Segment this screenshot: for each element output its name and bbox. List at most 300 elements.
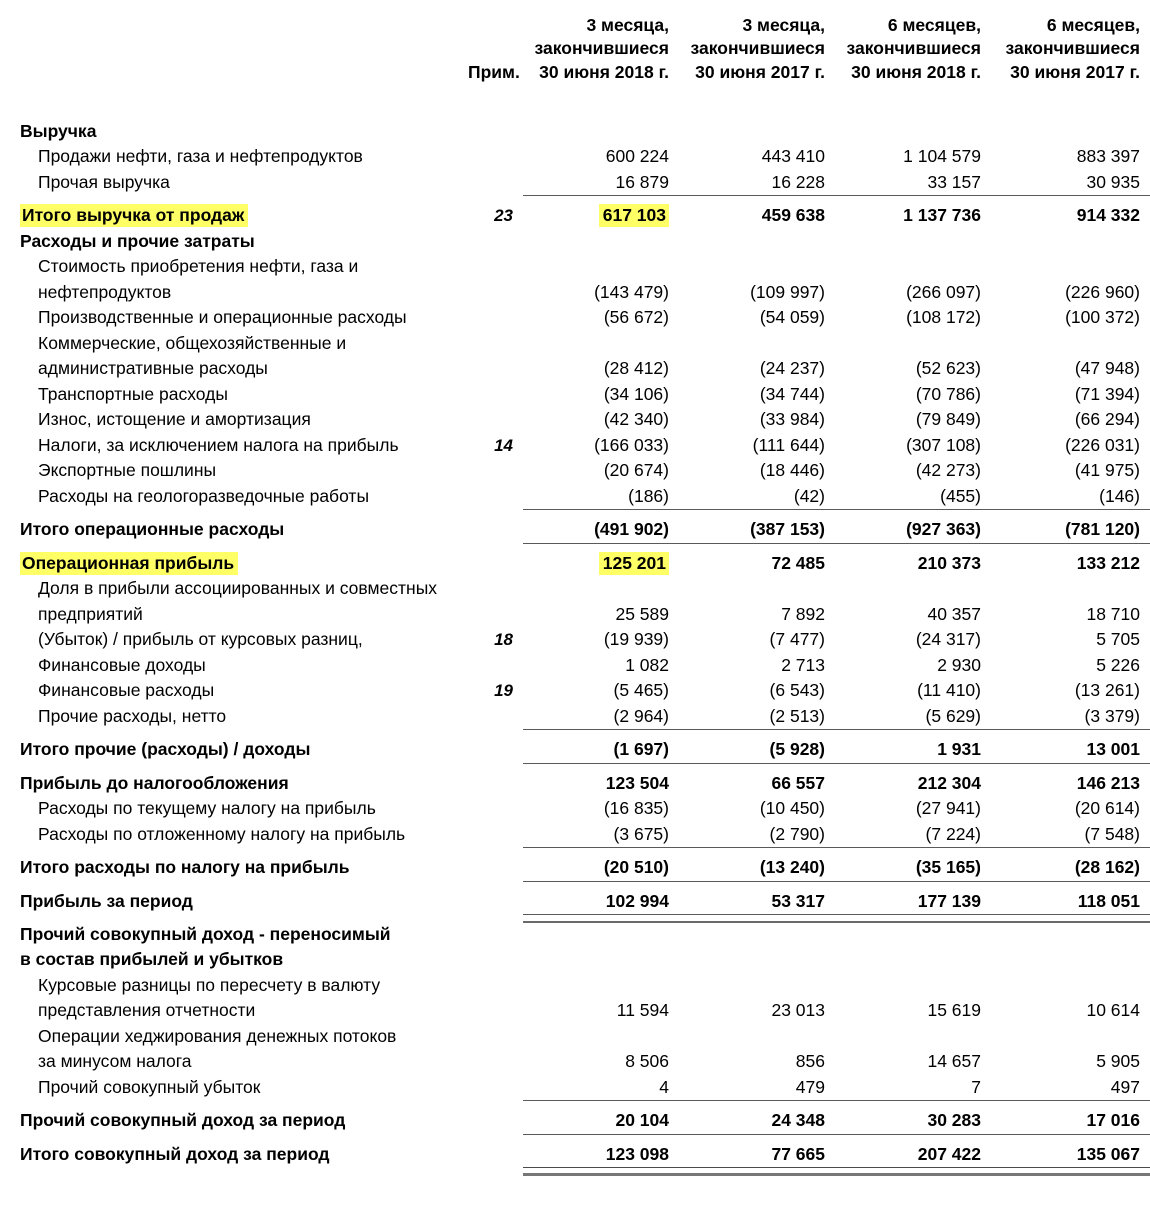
row-label: Транспортные расходы — [38, 383, 228, 404]
row-note — [468, 1049, 523, 1075]
row-note — [468, 922, 523, 948]
table-row — [0, 922, 1150, 948]
subtotal-rule — [0, 510, 1150, 518]
row-note — [468, 254, 523, 280]
row-note — [468, 356, 523, 382]
row-value-0: 123 504 — [605, 772, 669, 793]
subtotal-rule — [0, 1134, 1150, 1142]
row-label: Итого расходы по налогу на прибыль — [20, 857, 350, 878]
row-value-1: 72 485 — [771, 552, 825, 573]
row-value-0: 4 — [659, 1076, 669, 1097]
row-note: 14 — [494, 435, 513, 455]
row-value-0: (20 510) — [603, 857, 669, 878]
subtotal-rule — [0, 196, 1150, 204]
row-value-1: 53 317 — [771, 890, 825, 911]
row-value-1 — [679, 254, 835, 280]
row-note — [468, 484, 523, 510]
highlighted-value: 125 201 — [599, 552, 669, 575]
row-note — [468, 458, 523, 484]
row-value-0: (2 964) — [613, 705, 669, 726]
row-value-2: (307 108) — [906, 434, 981, 455]
table-row — [0, 998, 1150, 1024]
row-label: Прочий совокупный убыток — [38, 1076, 261, 1097]
row-label: Расходы на геологоразведочные работы — [38, 485, 370, 506]
row-value-0: (491 902) — [594, 519, 669, 540]
row-note — [468, 119, 523, 145]
row-label: представления отчетности — [38, 1000, 256, 1021]
header-col-2-line3: 30 июня 2018 г. — [851, 61, 981, 82]
header-col-2-line1: 6 месяцев, — [887, 15, 981, 35]
table-row — [0, 796, 1150, 822]
row-note: 23 — [494, 206, 513, 226]
row-value-1: 16 228 — [771, 171, 825, 192]
table-row — [0, 433, 1150, 459]
table-row — [0, 1049, 1150, 1075]
row-value-0: 8 506 — [625, 1051, 669, 1072]
row-value-0: (28 412) — [603, 358, 669, 379]
row-value-2 — [835, 947, 991, 973]
row-note — [468, 973, 523, 999]
row-value-2: 210 373 — [917, 552, 981, 573]
row-note — [468, 855, 523, 881]
row-value-2: (52 623) — [915, 358, 981, 379]
header-col-3-line3: 30 июня 2017 г. — [1010, 61, 1140, 82]
row-value-0: 25 589 — [615, 603, 669, 624]
row-value-3: (146) — [1099, 485, 1140, 506]
row-value-2: (24 317) — [915, 629, 981, 650]
table-row — [0, 331, 1150, 357]
row-value-1: (6 543) — [769, 680, 825, 701]
row-value-1 — [679, 119, 835, 145]
row-note — [468, 305, 523, 331]
row-value-2: (11 410) — [917, 680, 981, 701]
header-col-0 — [523, 14, 679, 85]
row-label: Итого прочие (расходы) / доходы — [20, 739, 311, 760]
row-value-0: (19 939) — [603, 629, 669, 650]
row-value-0: (1 697) — [613, 739, 669, 760]
row-value-0 — [523, 947, 679, 973]
row-value-2: (108 172) — [906, 307, 981, 328]
row-value-2: 212 304 — [917, 772, 981, 793]
row-value-3: (781 120) — [1065, 519, 1140, 540]
table-row-profit-before-tax — [0, 771, 1150, 797]
row-value-1 — [679, 973, 835, 999]
table-row — [0, 627, 1150, 653]
header-note-label: Прим. — [468, 61, 520, 82]
highlighted-label: Итого выручка от продаж — [20, 204, 248, 227]
row-value-0: (42 340) — [603, 409, 669, 430]
row-value-1: 2 713 — [781, 654, 825, 675]
row-value-2 — [835, 254, 991, 280]
row-value-2: 33 157 — [927, 171, 981, 192]
row-label: в состав прибылей и убытков — [20, 949, 284, 970]
row-value-3: 133 212 — [1076, 552, 1140, 573]
row-value-2: 177 139 — [917, 890, 981, 911]
row-value-2: 1 104 579 — [903, 146, 981, 167]
table-row — [0, 1024, 1150, 1050]
row-label: Доля в прибыли ассоциированных и совместных — [38, 578, 438, 599]
row-value-0 — [523, 576, 679, 602]
row-value-1 — [679, 576, 835, 602]
table-row — [0, 280, 1150, 306]
row-value-1: 479 — [795, 1076, 825, 1097]
row-value-2: 207 422 — [917, 1143, 981, 1164]
header-col-3-line2: закончившиеся — [1005, 38, 1140, 59]
row-value-3 — [991, 922, 1150, 948]
row-value-2: 7 — [971, 1076, 981, 1097]
row-value-0: (186) — [628, 485, 669, 506]
row-value-0 — [523, 229, 679, 255]
highlighted-value: 617 103 — [599, 204, 669, 227]
row-value-1: (109 997) — [750, 281, 825, 302]
row-value-3 — [991, 947, 1150, 973]
row-note — [468, 170, 523, 196]
row-note — [468, 947, 523, 973]
table-row-profit-for-period — [0, 889, 1150, 915]
row-value-0 — [523, 203, 679, 229]
row-note — [468, 229, 523, 255]
table-row — [0, 458, 1150, 484]
row-note — [468, 407, 523, 433]
section-rule — [0, 915, 1150, 922]
row-label: Итого совокупный доход за период — [20, 1143, 330, 1164]
row-note: 18 — [494, 630, 513, 650]
row-label: Расходы по отложенному налогу на прибыль — [38, 823, 406, 844]
table-header — [0, 0, 1150, 119]
row-value-0: 1 082 — [625, 654, 669, 675]
table-row-total-comprehensive-income — [0, 1142, 1150, 1168]
row-value-3: 135 067 — [1076, 1143, 1140, 1164]
table-row — [0, 407, 1150, 433]
row-value-3: 18 710 — [1086, 603, 1140, 624]
subtotal-rule — [0, 881, 1150, 889]
header-col-0-line2: закончившиеся — [534, 38, 669, 59]
row-value-1 — [679, 1024, 835, 1050]
row-value-2: (27 941) — [915, 798, 981, 819]
header-col-1-line2: закончившиеся — [690, 38, 825, 59]
row-value-2 — [835, 576, 991, 602]
row-value-1: (2 513) — [769, 705, 825, 726]
table-row-total-tax — [0, 855, 1150, 881]
row-note — [468, 1024, 523, 1050]
row-value-2: 2 930 — [937, 654, 981, 675]
table-row — [0, 144, 1150, 170]
row-value-3 — [991, 576, 1150, 602]
header-col-0-line3: 30 июня 2018 г. — [539, 61, 669, 82]
row-value-1: (54 059) — [759, 307, 825, 328]
row-value-1: (387 153) — [750, 519, 825, 540]
row-value-2 — [835, 922, 991, 948]
row-label: Итого операционные расходы — [20, 519, 285, 540]
row-note — [468, 144, 523, 170]
row-note — [468, 1075, 523, 1101]
table-row — [0, 170, 1150, 196]
row-value-1: (5 928) — [769, 739, 825, 760]
row-value-3: (100 372) — [1065, 307, 1140, 328]
row-label: Расходы и прочие затраты — [20, 230, 255, 251]
row-value-0: (166 033) — [594, 434, 669, 455]
row-value-3 — [991, 119, 1150, 145]
header-bottom-spacer — [0, 85, 1150, 119]
row-value-1 — [679, 947, 835, 973]
row-value-2 — [835, 973, 991, 999]
row-value-2: 14 657 — [927, 1051, 981, 1072]
row-value-1: 23 013 — [771, 1000, 825, 1021]
row-value-3: 30 935 — [1086, 171, 1140, 192]
row-label: Прочий совокупный доход - переносимый — [20, 923, 391, 944]
table-row — [0, 382, 1150, 408]
row-value-3: (226 031) — [1065, 434, 1140, 455]
row-value-1: 459 638 — [761, 205, 825, 226]
row-value-3: (226 960) — [1065, 281, 1140, 302]
row-value-3 — [991, 331, 1150, 357]
row-value-3: 13 001 — [1086, 739, 1140, 760]
header-col-1-line1: 3 месяца, — [742, 15, 825, 35]
row-value-2: (35 165) — [915, 857, 981, 878]
row-note — [468, 602, 523, 628]
row-value-3: (47 948) — [1074, 358, 1140, 379]
table-row — [0, 973, 1150, 999]
table-row-total-other — [0, 737, 1150, 763]
row-label: Выручка — [20, 120, 97, 141]
table-row — [0, 305, 1150, 331]
row-value-2: 15 619 — [927, 1000, 981, 1021]
row-value-3: (41 975) — [1074, 460, 1140, 481]
row-label: предприятий — [38, 603, 143, 624]
row-value-0: 102 994 — [605, 890, 669, 911]
row-label: за минусом налога — [38, 1051, 192, 1072]
header-row — [0, 14, 1150, 85]
table-row — [0, 822, 1150, 848]
row-value-3: 497 — [1110, 1076, 1140, 1097]
table-body — [0, 119, 1150, 1175]
row-value-2 — [835, 119, 991, 145]
row-note — [468, 280, 523, 306]
row-value-3: 118 051 — [1077, 890, 1140, 911]
row-value-2: (5 629) — [925, 705, 981, 726]
row-label: Износ, истощение и амортизация — [38, 409, 311, 430]
highlighted-label: Операционная прибыль — [20, 552, 238, 575]
row-value-3: 5 905 — [1096, 1051, 1140, 1072]
table-row — [0, 254, 1150, 280]
row-note — [468, 889, 523, 915]
row-value-1: 66 557 — [771, 772, 825, 793]
row-value-2 — [835, 229, 991, 255]
table-row-total-opex — [0, 517, 1150, 543]
row-note: 19 — [494, 681, 513, 701]
row-value-0 — [523, 973, 679, 999]
table-row-operating-profit — [0, 551, 1150, 577]
header-col-2-line2: закончившиеся — [846, 38, 981, 59]
row-value-1: 24 348 — [771, 1110, 825, 1131]
row-value-3: (13 261) — [1074, 680, 1140, 701]
row-value-0: 600 224 — [605, 146, 669, 167]
table-row — [0, 229, 1150, 255]
row-label: Прибыль до налогообложения — [20, 772, 289, 793]
row-label: Производственные и операционные расходы — [38, 307, 407, 328]
row-value-2 — [835, 1024, 991, 1050]
row-value-1: 77 665 — [771, 1143, 825, 1164]
row-value-1: (2 790) — [769, 823, 825, 844]
row-label: Прочий совокупный доход за период — [20, 1110, 346, 1131]
row-note — [468, 517, 523, 543]
row-value-3: (3 379) — [1084, 705, 1140, 726]
header-label-blank — [0, 14, 468, 85]
row-value-0: (34 106) — [603, 383, 669, 404]
row-label: Стоимость приобретения нефти, газа и — [38, 256, 359, 277]
row-value-1: (33 984) — [759, 409, 825, 430]
grand-total-rule — [0, 1168, 1150, 1175]
row-label: административные расходы — [38, 358, 268, 379]
row-value-1: (42) — [793, 485, 825, 506]
table-row — [0, 1075, 1150, 1101]
row-value-1: (111 644) — [752, 434, 825, 455]
row-value-1: 443 410 — [761, 146, 825, 167]
row-value-1: 856 — [795, 1051, 825, 1072]
row-value-3: (66 294) — [1074, 409, 1140, 430]
row-value-1 — [679, 922, 835, 948]
row-value-3: 5 226 — [1096, 654, 1140, 675]
table-row — [0, 119, 1150, 145]
row-value-3: (71 394) — [1074, 383, 1140, 404]
row-value-2: (7 224) — [925, 823, 981, 844]
header-col-2 — [835, 14, 991, 85]
row-note — [468, 998, 523, 1024]
row-value-1 — [679, 331, 835, 357]
row-value-2: 1 137 736 — [903, 205, 981, 226]
row-note — [468, 331, 523, 357]
row-value-3: 5 705 — [1096, 629, 1140, 650]
row-value-1: (24 237) — [759, 358, 825, 379]
row-value-0: 11 594 — [616, 1000, 669, 1021]
row-label: нефтепродуктов — [38, 281, 172, 302]
row-value-0: 20 104 — [615, 1110, 669, 1131]
row-label — [0, 551, 468, 577]
row-value-0 — [523, 922, 679, 948]
row-note — [468, 653, 523, 679]
row-label — [0, 203, 468, 229]
row-note — [468, 737, 523, 763]
row-label: Налоги, за исключением налога на прибыль — [38, 434, 399, 455]
row-value-2: (455) — [940, 485, 981, 506]
row-value-0: (3 675) — [613, 823, 669, 844]
header-col-3-line1: 6 месяцев, — [1046, 15, 1140, 35]
row-value-0: (143 479) — [594, 281, 669, 302]
row-note — [468, 771, 523, 797]
row-value-1: (13 240) — [759, 857, 825, 878]
row-value-3: 10 614 — [1086, 1000, 1140, 1021]
row-value-0 — [523, 331, 679, 357]
table-row — [0, 484, 1150, 510]
table-row — [0, 704, 1150, 730]
subtotal-rule — [0, 848, 1150, 856]
row-value-0: (16 835) — [603, 798, 669, 819]
header-col-1 — [679, 14, 835, 85]
row-label: Продажи нефти, газа и нефтепродуктов — [38, 146, 363, 167]
row-label: (Убыток) / прибыль от курсовых разниц, — [38, 629, 363, 650]
row-value-1 — [679, 229, 835, 255]
row-value-0: 16 879 — [615, 171, 669, 192]
row-note — [468, 704, 523, 730]
row-value-2: (266 097) — [906, 281, 981, 302]
row-value-3 — [991, 973, 1150, 999]
table-row — [0, 576, 1150, 602]
header-top-spacer — [0, 0, 1150, 14]
row-note — [468, 576, 523, 602]
header-col-3 — [991, 14, 1150, 85]
row-label: Экспортные пошлины — [38, 460, 217, 481]
row-label: Курсовые разницы по пересчету в валюту — [38, 974, 381, 995]
subtotal-rule — [0, 763, 1150, 771]
row-value-2: 40 357 — [927, 603, 981, 624]
row-value-3: (28 162) — [1074, 857, 1140, 878]
row-label: Прочая выручка — [38, 171, 170, 192]
row-value-3 — [991, 254, 1150, 280]
row-label: Прочие расходы, нетто — [38, 705, 227, 726]
row-note — [468, 382, 523, 408]
row-note — [468, 1142, 523, 1168]
row-value-2 — [835, 331, 991, 357]
row-note — [468, 1108, 523, 1134]
row-label: Финансовые расходы — [38, 680, 215, 701]
row-value-3 — [991, 1024, 1150, 1050]
row-value-0 — [523, 254, 679, 280]
row-value-3: (20 614) — [1074, 798, 1140, 819]
row-value-3: 17 016 — [1086, 1110, 1140, 1131]
row-value-3: 883 397 — [1076, 146, 1140, 167]
row-value-3 — [991, 229, 1150, 255]
row-label: Финансовые доходы — [38, 654, 206, 675]
row-value-2: (70 786) — [915, 383, 981, 404]
row-note — [468, 822, 523, 848]
row-value-1: (18 446) — [759, 460, 825, 481]
subtotal-rule — [0, 730, 1150, 738]
row-value-1: 7 892 — [781, 603, 825, 624]
row-value-1: (10 450) — [759, 798, 825, 819]
subtotal-rule — [0, 543, 1150, 551]
table-row — [0, 947, 1150, 973]
table-row — [0, 602, 1150, 628]
row-label: Прибыль за период — [20, 890, 193, 911]
row-value-0: (5 465) — [613, 680, 669, 701]
row-value-2: 1 931 — [937, 739, 981, 760]
row-value-0: 123 098 — [605, 1143, 669, 1164]
row-value-0 — [523, 1024, 679, 1050]
table-row — [0, 356, 1150, 382]
row-note — [468, 796, 523, 822]
table-row — [0, 678, 1150, 704]
row-value-2: 30 283 — [927, 1110, 981, 1131]
subtotal-rule — [0, 1101, 1150, 1109]
header-col-0-line1: 3 месяца, — [586, 15, 669, 35]
row-value-1: (7 477) — [769, 629, 825, 650]
row-value-2: (79 849) — [915, 409, 981, 430]
row-value-0 — [523, 551, 679, 577]
row-value-1: (34 744) — [759, 383, 825, 404]
row-value-3: 146 213 — [1076, 772, 1140, 793]
row-note — [468, 551, 523, 577]
table-row-total-oci — [0, 1108, 1150, 1134]
row-value-3: 914 332 — [1076, 205, 1140, 226]
header-col-1-line3: 30 июня 2017 г. — [695, 61, 825, 82]
row-value-2: (42 273) — [915, 460, 981, 481]
row-label: Коммерческие, общехозяйственные и — [38, 332, 347, 353]
row-value-0: (20 674) — [603, 460, 669, 481]
row-value-2: (927 363) — [906, 519, 981, 540]
row-value-0 — [523, 119, 679, 145]
table-row-total-revenue — [0, 203, 1150, 229]
row-label: Операции хеджирования денежных потоков — [38, 1025, 397, 1046]
